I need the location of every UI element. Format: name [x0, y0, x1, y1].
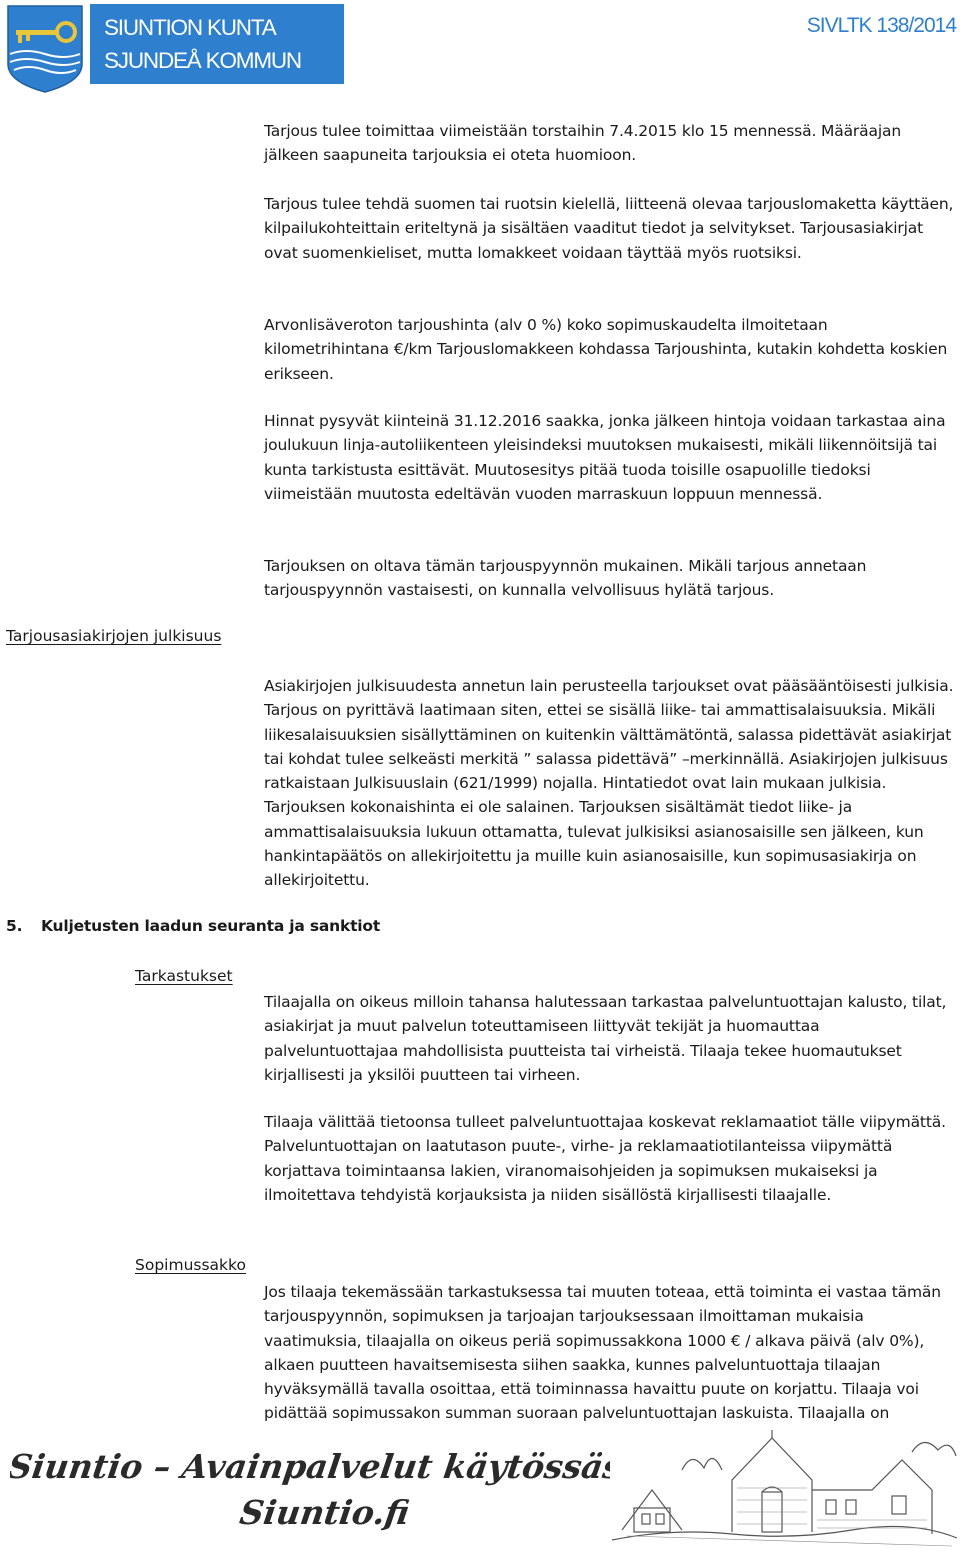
section-5-title: Kuljetusten laadun seuranta ja sanktiot: [41, 917, 381, 935]
org-name-swedish: SJUNDEÅ KOMMUN: [104, 48, 301, 73]
document-id: SIVLTK 138/2014: [806, 14, 956, 37]
section-5-heading: [6, 917, 380, 935]
section-5-number: 5.: [6, 917, 23, 935]
inspections-paragraph-2: Tilaaja välittää tietoonsa tulleet palveluntuottajaa koskevat reklamaatiot tälle viipymättä. Palveluntuottajan on laatutason puute-, virhe- ja reklamaatiotilanteissa viipymättä korjattava toimintaansa lakien, viranomaisohjeiden ja sopimuksen mukaiseksi ja ilmoitettava tehdyistä korjauksista ja niiden sisällöstä kirjallisesti tilaajalle.: [264, 1113, 946, 1204]
municipality-name-banner: [90, 4, 344, 84]
deadline-paragraph: Tarjous tulee toimittaa viimeistään torstaihin 7.4.2015 klo 15 mennessä. Määräajan jälkeen saapuneita tarjouksia ei oteta huomioon.: [264, 122, 902, 165]
church-sketch-illustration: [612, 1430, 957, 1554]
slogan-line-1: Siuntio – Avainpalvelut käytössäsi!: [10, 1447, 610, 1486]
footer-slogan-handwritten: [10, 1442, 610, 1552]
inspections-label: Tarkastukset: [135, 967, 233, 985]
publicity-paragraph: Asiakirjojen julkisuudesta annetun lain perusteella tarjoukset ovat pääsääntöisesti julkisia. Tarjous on pyrittävä laatimaan siten, ettei se sisällä liike- tai ammattisalaisuuksia. Mikäli liikesalaisuuksien sisällyttäminen on kuitenkin välttämätöntä, salassa pidettävät asiakirjat tai kohdat tulee selkeästi merkitä ” salassa pidettävä” –merkinnällä. Asiakirjojen julkisuus ratkaistaan Julkisuuslain (621/1999) nojalla. Hintatiedot ovat lain mukaan julkisia. Tarjouksen kokonaishinta ei ole salainen. Tarjouksen sisältämät tiedot liike- ja ammattisalaisuuksia lukuun ottamatta, tulevat julkisiksi asianosaisille sen jälkeen, kun hankintapäätös on allekirjoitettu ja muille kuin asianosaisille, kun sopimusasiakirja on allekirjoitettu.: [264, 677, 954, 890]
price-paragraph: Arvonlisäveroton tarjoushinta (alv 0 %) koko sopimuskaudelta ilmoitetaan kilometrihintana €/km Tarjouslomakkeen kohdassa Tarjoushinta, kutakin kohdetta koskien erikseen.: [264, 316, 948, 383]
inspections-paragraph-1: Tilaajalla on oikeus milloin tahansa halutessaan tarkastaa palveluntuottajan kalusto, tilat, asiakirjat ja muut palvelun toteuttamiseen liittyvät tekijät ja huomauttaa palveluntuottajaa mahdollisista puutteista tai virheistä. Tilaaja tekee huomautukset kirjallisesti ja yksilöi puutteen tai virheen.: [264, 993, 947, 1084]
org-name-finnish: SIUNTION KUNTA: [104, 15, 276, 40]
language-paragraph: Tarjous tulee tehdä suomen tai ruotsin kielellä, liitteenä olevaa tarjouslomaketta käyttäen, kilpailukohteittain eriteltynä ja sisältäen vaaditut tiedot ja selvitykset. Tarjousasiakirjat ovat suomenkieliset, mutta lomakkeet voidaan täyttää myös ruotsiksi.: [264, 195, 954, 262]
penalty-label: Sopimussakko: [135, 1256, 246, 1274]
penalty-paragraph: Jos tilaaja tekemässään tarkastuksessa tai muuten toteaa, että toiminta ei vastaa tämän tarjouspyynnön, sopimuksen ja tarjoajan tarjouksessaan ilmoittaman mukaisia vaatimuksia, tilaajalla on oikeus periä sopimussakkona 1000 € / alkava päivä (alv 0%), alkaen puutteen havaitsemisesta siihen saakka, kunnes palveluntuottaja tilaajan hyväksymällä tavalla osoittaa, että toiminnassa havaittu puute on korjattu. Tilaaja voi pidättää sopimussakon summan suoraan palveluntuottajan laskuista. Tilaajalla on: [264, 1283, 941, 1423]
publicity-section-label: Tarjousasiakirjojen julkisuus: [6, 627, 222, 645]
municipality-crest-logo: [6, 4, 84, 94]
fixed-price-paragraph: Hinnat pysyvät kiinteinä 31.12.2016 saakka, jonka jälkeen hintoja voidaan tarkastaa aina joulukuun linja-autoliikenteen yleisindeksi muutoksen mukaisesti, mikäli liikennöitsijä tai kunta tarkistusta esittävät. Muutosesitys pitää tuoda toisille osapuolille tiedoksi viimeistään muutosta edeltävän vuoden marraskuun loppuun mennessä.: [264, 412, 946, 503]
conformity-paragraph: Tarjouksen on oltava tämän tarjouspyynnön mukainen. Mikäli tarjous annetaan tarjouspyynnön vastaisesti, on kunnalla velvollisuus hylätä tarjous.: [264, 557, 867, 600]
slogan-line-2: Siuntio.fi: [237, 1493, 412, 1532]
